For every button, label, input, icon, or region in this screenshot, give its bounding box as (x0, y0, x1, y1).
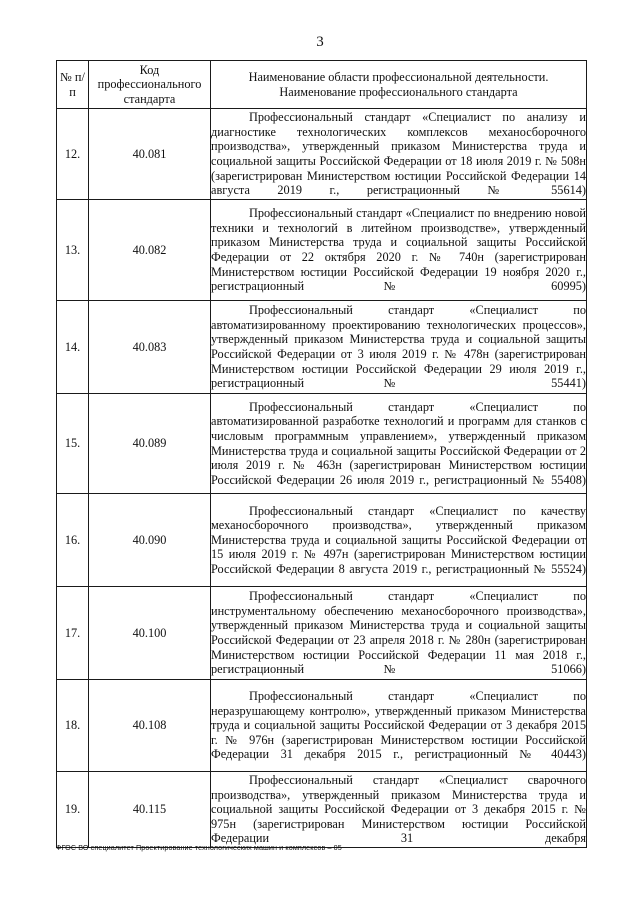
standard-name-text: Профессиональный стандарт «Специалист по инструментальному обеспечению механосборочного производства», утвержденный приказом Министерства труда и социальной защиты Российской Федерации от 23 апреля 2018 г. № 280н (зарегистрирован Министерством юстиции Российской Федерации 11 мая 2018 г., регистрационный № 51066) (211, 589, 586, 677)
standard-name-text: Профессиональный стандарт «Специалист по автоматизированной разработке технологий и программ для станков с числовым программным управлением», утвержденный приказом Министерства труда и социальной защиты Российской Федерации от 2 июля 2019 г. № 463н (зарегистрирован Министерством юстиции Российской Федерации 26 июля 2019 г., регистрационный № 55408) (211, 399, 586, 487)
table-row (57, 394, 587, 494)
table-row (57, 109, 587, 200)
header-code: Код профессионального стандарта (89, 61, 211, 109)
table-row (57, 587, 587, 680)
standard-name (211, 680, 587, 772)
page-number: 3 (316, 34, 324, 50)
standard-name (211, 200, 587, 301)
standard-name-text: Профессиональный стандарт «Специалист по внедрению новой техники и технологий в литейном производстве», утвержденный приказом Министерства труда и социальной защиты Российской Федерации от 22 октября 2020 г. № 740н (зарегистрирован Министерством юстиции Российской Федерации 19 ноября 2020 г., регистрационный № 60995) (211, 206, 586, 294)
standard-code: 40.090 (89, 494, 211, 587)
standard-name (211, 587, 587, 680)
header-number: № п/п (57, 61, 89, 109)
standard-name (211, 772, 587, 848)
standard-code: 40.089 (89, 394, 211, 494)
row-number: 15. (57, 394, 89, 494)
standard-code: 40.100 (89, 587, 211, 680)
table-row (57, 494, 587, 587)
row-number: 18. (57, 680, 89, 772)
standard-name (211, 394, 587, 494)
row-number: 14. (57, 301, 89, 394)
standard-code: 40.083 (89, 301, 211, 394)
standard-name (211, 494, 587, 587)
standard-code: 40.081 (89, 109, 211, 200)
table-header (57, 61, 587, 109)
row-number: 13. (57, 200, 89, 301)
table-body (57, 109, 587, 848)
standard-name (211, 109, 587, 200)
row-number: 12. (57, 109, 89, 200)
standards-table (56, 60, 587, 848)
standard-code: 40.082 (89, 200, 211, 301)
table-row (57, 680, 587, 772)
row-number: 17. (57, 587, 89, 680)
table-row (57, 772, 587, 848)
table-row (57, 200, 587, 301)
standard-name-text: Профессиональный стандарт «Специалист сварочного производства», утвержденный приказом Министерства труда и социальной защиты Российской Федерации от 3 декабря 2015 г. № 975н (зарегистрирован Министерством юстиции Российской Федерации 31 декабря (211, 773, 586, 846)
standard-name (211, 301, 587, 394)
standard-code: 40.115 (89, 772, 211, 848)
standard-name-text: Профессиональный стандарт «Специалист по автоматизированному проектированию технологических процессов», утвержденный приказом Министерства труда и социальной защиты Российской Федерации от 3 июля 2019 г. № 478н (зарегистрирован Министерством юстиции Российской Федерации 29 июля 2019 г., регистрационный № 55441) (211, 303, 586, 391)
standard-name-text: Профессиональный стандарт «Специалист по анализу и диагностике технологических комплексов механосборочного производства», утвержденный приказом Министерства труда и социальной защиты Российской Федерации от 18 июля 2019 г. № 508н (зарегистрирован Министерством юстиции Российской Федерации 14 августа 2019 г., регистрационный № 55614) (211, 110, 586, 198)
table-row (57, 301, 587, 394)
standard-name-text: Профессиональный стандарт «Специалист по качеству механосборочного производства», утвержденный приказом Министерства труда и социальной защиты Российской Федерации от 15 июля 2019 г. № 497н (зарегистрирован Министерством юстиции Российской Федерации 8 августа 2019 г., регистрационный № 55524) (211, 503, 586, 576)
header-name: Наименование области профессиональной деятельности. Наименование профессионального стандарта (211, 61, 587, 109)
standard-code: 40.108 (89, 680, 211, 772)
standard-name-text: Профессиональный стандарт «Специалист по неразрушающему контролю», утвержденный приказом Министерства труда и социальной защиты Российской Федерации от 3 декабря 2015 г. № 976н (зарегистрирован Министерством юстиции Российской Федерации 31 декабря 2015 г., регистрационный № 40443) (211, 689, 586, 762)
document-footer: ФГОС ВО специалитет Проектирование технологических машин и комплексов – 05 (56, 843, 342, 852)
header-row (57, 61, 587, 109)
row-number: 16. (57, 494, 89, 587)
row-number: 19. (57, 772, 89, 848)
